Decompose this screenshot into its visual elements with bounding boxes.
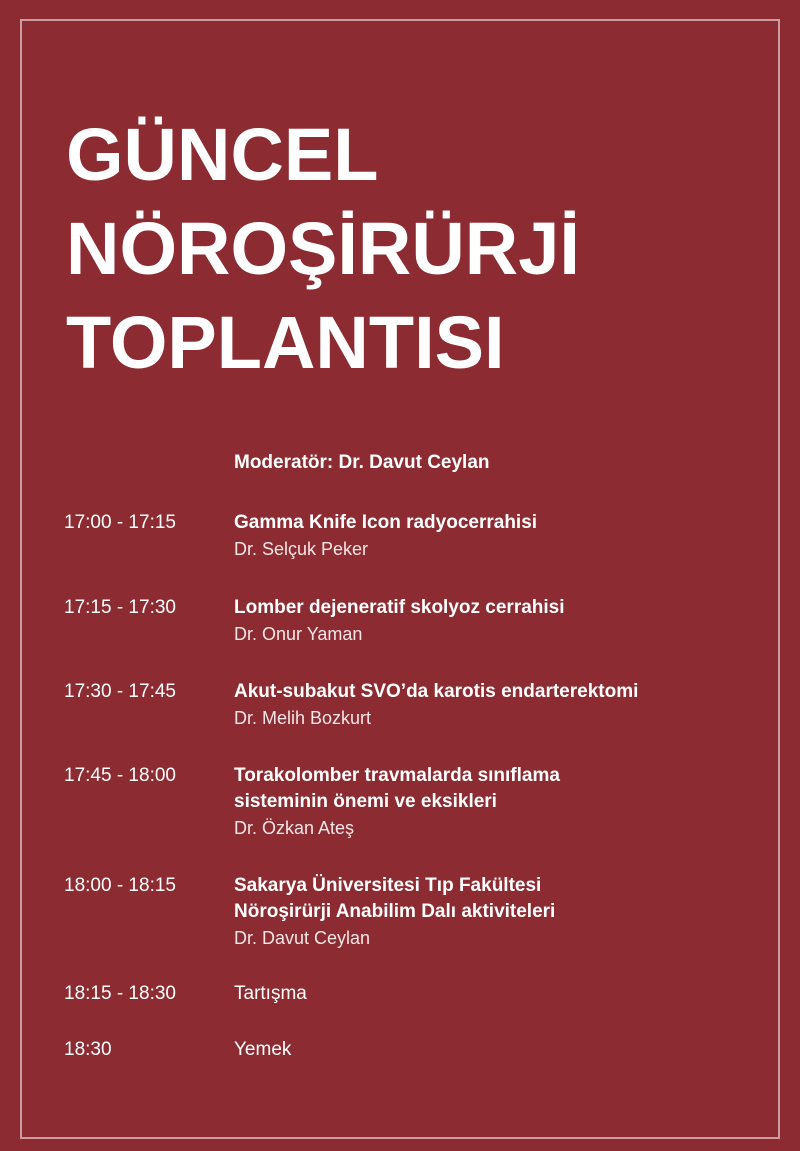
moderator-line: Moderatör: Dr. Davut Ceylan bbox=[234, 452, 490, 473]
session-content bbox=[234, 595, 754, 647]
session-content bbox=[234, 981, 754, 1007]
session-time: 17:30 - 17:45 bbox=[64, 681, 176, 702]
session-topic: Lomber dejeneratif skolyoz cerrahisi bbox=[234, 597, 565, 618]
session-time: 17:15 - 17:30 bbox=[64, 597, 176, 618]
session-time: 18:15 - 18:30 bbox=[64, 983, 176, 1004]
page-title: GÜNCEL NÖROŞİRÜRJİ TOPLANTISI bbox=[66, 113, 580, 384]
session-speaker: Dr. Selçuk Peker bbox=[234, 539, 369, 559]
session-topic: Sakarya Üniversitesi Tıp Fakültesi Nöroşirürji Anabilim Dalı aktiviteleri bbox=[234, 875, 556, 922]
session-content bbox=[234, 873, 754, 951]
session-content bbox=[234, 763, 754, 841]
session-topic: Gamma Knife Icon radyocerrahisi bbox=[234, 512, 538, 533]
session-time: 18:30 bbox=[64, 1039, 112, 1060]
session-content bbox=[234, 510, 754, 562]
session-topic: Akut-subakut SVO’da karotis endarterektomi bbox=[234, 681, 639, 702]
session-speaker: Dr. Melih Bozkurt bbox=[234, 708, 372, 728]
session-content bbox=[234, 679, 754, 731]
session-topic: Torakolomber travmalarda sınıflama sisteminin önemi ve eksikleri bbox=[234, 765, 560, 812]
session-time: 18:00 - 18:15 bbox=[64, 875, 176, 896]
session-speaker: Dr. Onur Yaman bbox=[234, 624, 363, 644]
session-topic: Tartışma bbox=[234, 983, 307, 1004]
session-content bbox=[234, 1037, 754, 1063]
session-speaker: Dr. Davut Ceylan bbox=[234, 928, 371, 948]
session-time: 17:00 - 17:15 bbox=[64, 512, 176, 533]
session-time: 17:45 - 18:00 bbox=[64, 765, 176, 786]
session-speaker: Dr. Özkan Ateş bbox=[234, 818, 355, 838]
session-topic: Yemek bbox=[234, 1039, 292, 1060]
